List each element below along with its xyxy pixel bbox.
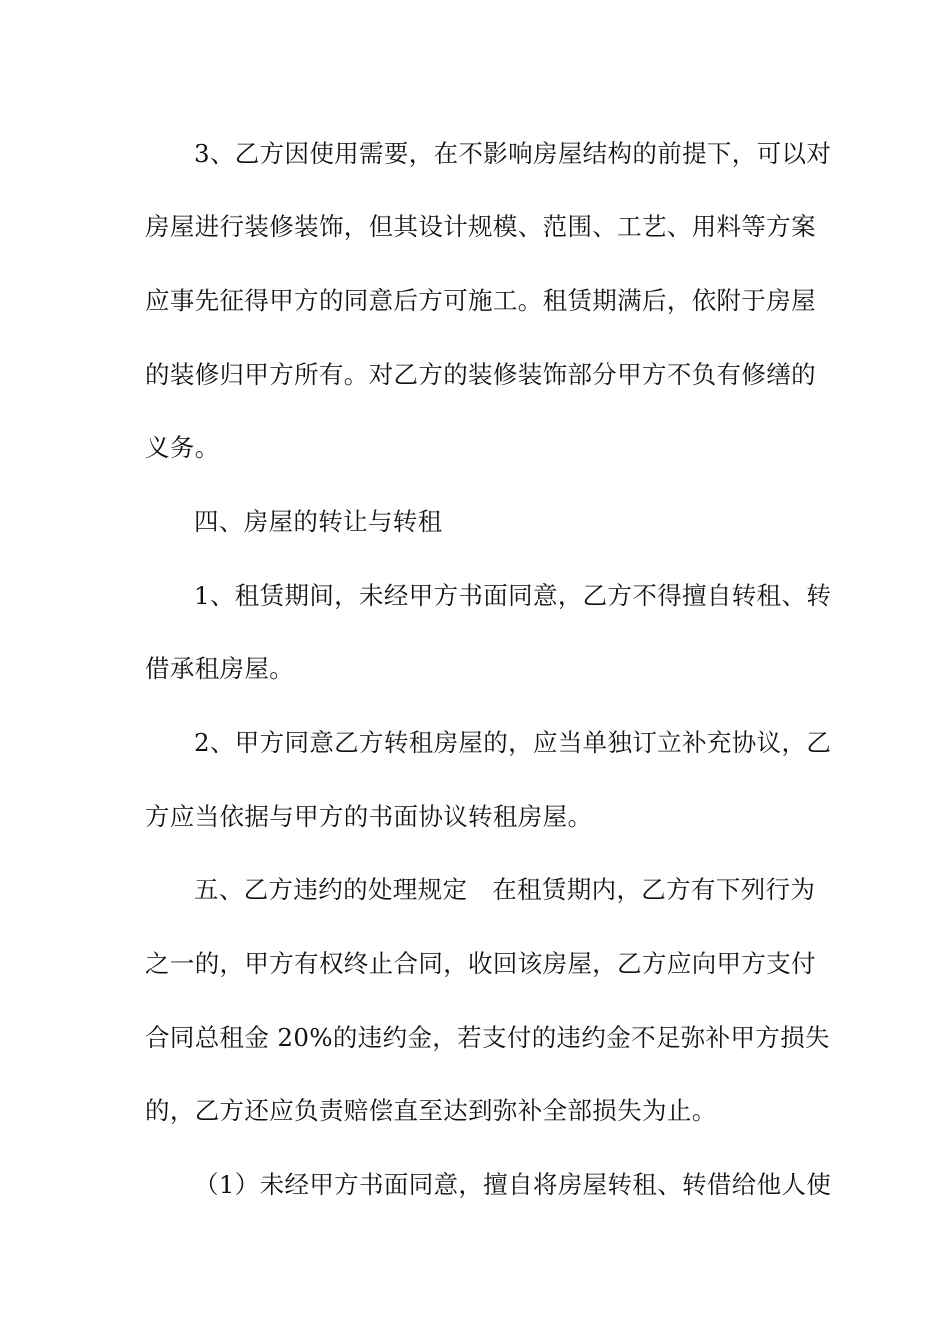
text-line: 义务。 [145,433,220,462]
text-line: 应事先征得甲方的同意后方可施工。租赁期满后，依附于房屋 [145,286,816,315]
text-line: 3、乙方因使用需要，在不影响房屋结构的前提下，可以对 [194,139,832,168]
text-line: 1、租赁期间，未经甲方书面同意，乙方不得擅自转租、转 [194,581,832,610]
text-line: 的装修归甲方所有。对乙方的装修装饰部分甲方不负有修缮的 [145,360,816,389]
section-heading: 四、房屋的转让与转租 [194,507,443,536]
text-line: 2、甲方同意乙方转租房屋的，应当单独订立补充协议，乙 [194,728,832,757]
text-line: 房屋进行装修装饰，但其设计规模、范围、工艺、用料等方案 [145,212,816,241]
text-line: 借承租房屋。 [145,654,295,683]
text-line: 之一的，甲方有权终止合同，收回该房屋，乙方应向甲方支付 [145,949,816,978]
section-heading: 五、乙方违约的处理规定 在租赁期内，乙方有下列行为 [194,875,816,904]
text-line: 方应当依据与甲方的书面协议转租房屋。 [145,802,593,831]
text-line: 的，乙方还应负责赔偿直至达到弥补全部损失为止。 [145,1096,717,1125]
text-line: （1）未经甲方书面同意，擅自将房屋转租、转借给他人使 [194,1170,832,1199]
text-line: 合同总租金 20%的违约金，若支付的违约金不足弥补甲方损失 [145,1023,830,1052]
